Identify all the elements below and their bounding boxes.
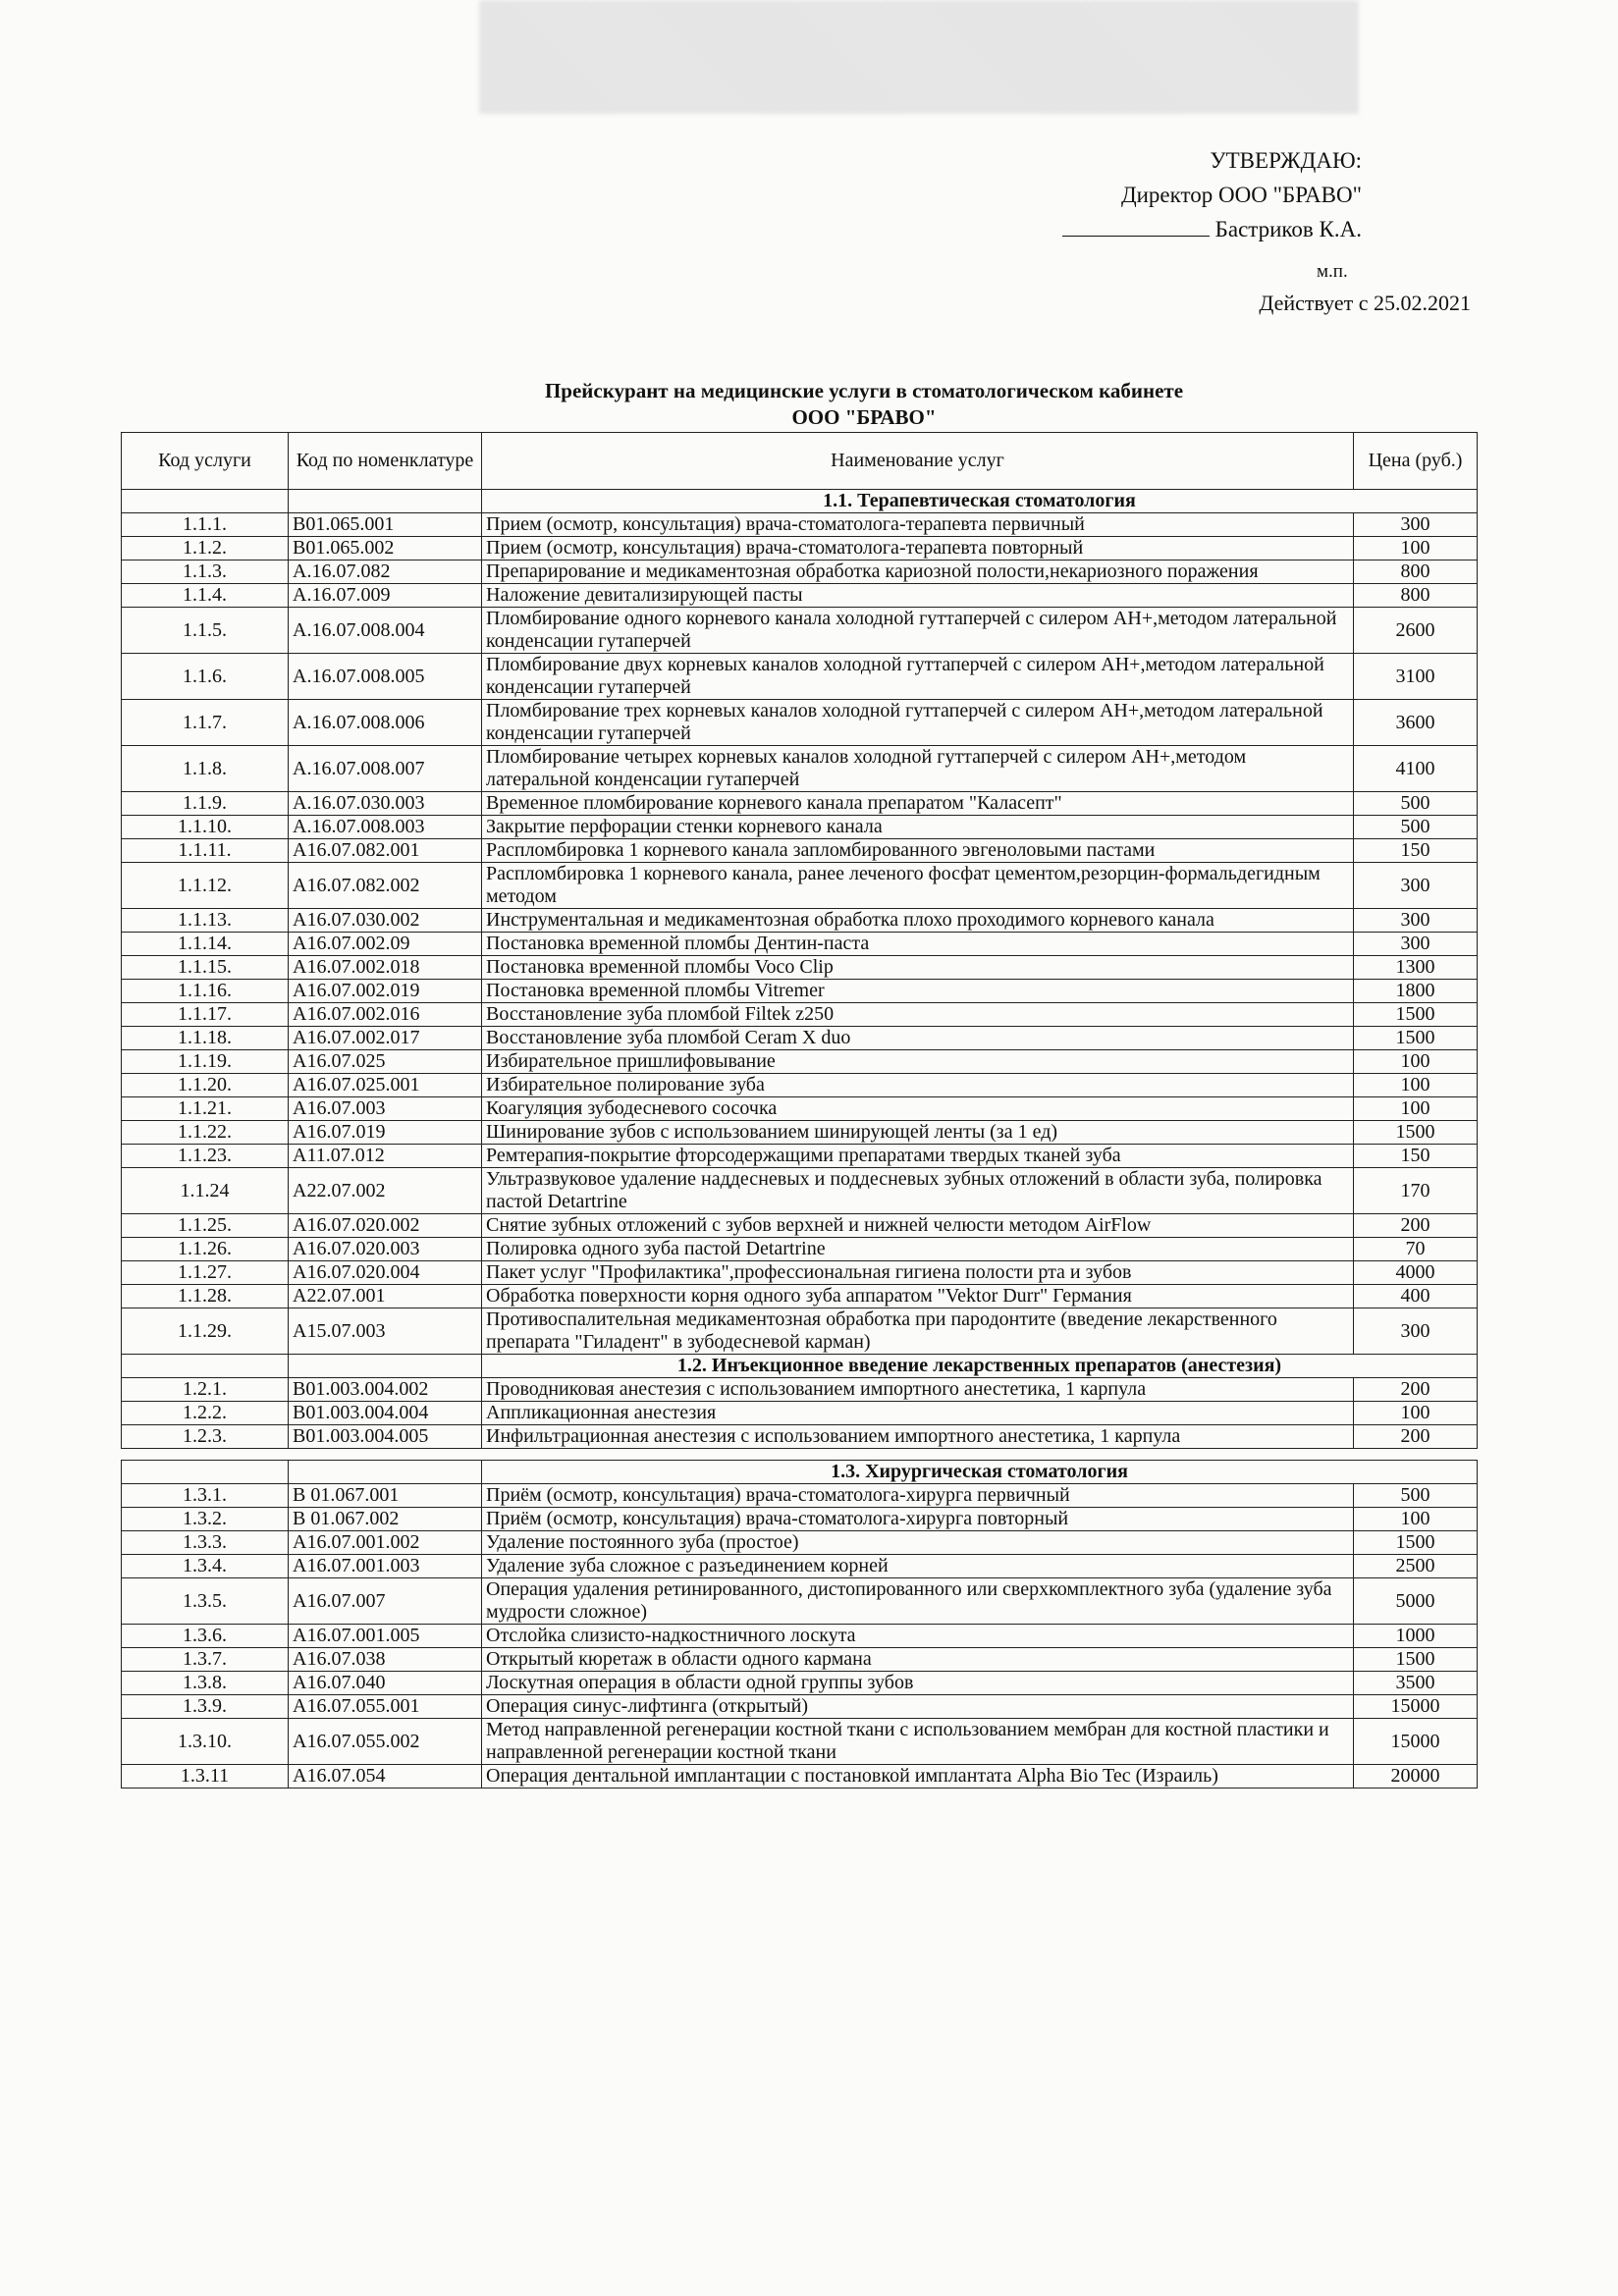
nomenclature-code-cell: А16.07.038 (289, 1648, 482, 1672)
nomenclature-code-cell: А16.07.002.016 (289, 1003, 482, 1027)
nomenclature-code-cell: А16.07.040 (289, 1672, 482, 1695)
table-row (122, 1672, 1478, 1695)
service-price-cell: 500 (1354, 1484, 1478, 1508)
service-code-cell: 1.3.2. (122, 1508, 289, 1531)
nomenclature-code-cell: А16.07.001.002 (289, 1531, 482, 1555)
service-code-cell: 1.1.14. (122, 933, 289, 956)
service-code-cell: 1.3.4. (122, 1555, 289, 1578)
table-row (122, 1378, 1478, 1402)
service-code-cell: 1.3.1. (122, 1484, 289, 1508)
table-row (122, 863, 1478, 909)
service-code-cell: 1.1.11. (122, 839, 289, 863)
service-code-cell: 1.1.16. (122, 980, 289, 1003)
service-name-cell: Метод направленной регенерации костной ткани с использованием мембран для костной пластики и направленной регенерации костной ткани (482, 1719, 1354, 1765)
service-price-cell: 100 (1354, 1402, 1478, 1425)
service-name-cell: Пакет услуг "Профилактика",профессиональная гигиена полости рта и зубов (482, 1261, 1354, 1285)
nomenclature-code-cell: А.16.07.008.003 (289, 816, 482, 839)
service-price-cell: 1500 (1354, 1648, 1478, 1672)
service-name-cell: Приём (осмотр, консультация) врача-стоматолога-хирурга первичный (482, 1484, 1354, 1508)
service-code-cell: 1.1.15. (122, 956, 289, 980)
service-price-cell: 200 (1354, 1425, 1478, 1449)
service-price-cell: 100 (1354, 1050, 1478, 1074)
service-name-cell: Распломбировка 1 корневого канала, ранее леченого фосфат цементом,резорцин-формальдегидным методом (482, 863, 1354, 909)
service-code-cell: 1.1.25. (122, 1214, 289, 1238)
table-row (122, 1625, 1478, 1648)
service-name-cell: Операция удаления ретинированного, дистопированного или сверхкомплектного зуба (удаление зуба мудрости сложное) (482, 1578, 1354, 1625)
service-name-cell: Избирательное пришлифовывание (482, 1050, 1354, 1074)
service-code-cell: 1.3.5. (122, 1578, 289, 1625)
nomenclature-code-cell: А16.07.007 (289, 1578, 482, 1625)
nomenclature-code-cell: B01.003.004.004 (289, 1402, 482, 1425)
service-price-cell: 4000 (1354, 1261, 1478, 1285)
service-code-cell: 1.1.17. (122, 1003, 289, 1027)
service-name-cell: Проводниковая анестезия с использованием импортного анестетика, 1 карпула (482, 1378, 1354, 1402)
service-name-cell: Коагуляция зубодесневого сосочка (482, 1097, 1354, 1121)
service-name-cell: Пломбирование одного корневого канала холодной гуттаперчей с силером АН+,методом латеральной конденсации гутаперчей (482, 608, 1354, 654)
service-name-cell: Снятие зубных отложений с зубов верхней и нижней челюсти методом AirFlow (482, 1214, 1354, 1238)
section-title: 1.3. Хирургическая стоматология (482, 1461, 1478, 1484)
service-price-cell: 300 (1354, 909, 1478, 933)
nomenclature-code-cell: А16.07.019 (289, 1121, 482, 1145)
nomenclature-code-cell: А15.07.003 (289, 1308, 482, 1355)
service-code-cell: 1.3.6. (122, 1625, 289, 1648)
service-name-cell: Удаление постоянного зуба (простое) (482, 1531, 1354, 1555)
service-price-cell: 1000 (1354, 1625, 1478, 1648)
service-price-cell: 1500 (1354, 1003, 1478, 1027)
service-code-cell: 1.1.6. (122, 654, 289, 700)
service-code-cell: 1.1.28. (122, 1285, 289, 1308)
table-row (122, 1003, 1478, 1027)
service-price-cell: 400 (1354, 1285, 1478, 1308)
service-price-cell: 5000 (1354, 1578, 1478, 1625)
table-row (122, 1555, 1478, 1578)
table-row (122, 1402, 1478, 1425)
table-row (122, 746, 1478, 792)
service-code-cell: 1.2.1. (122, 1378, 289, 1402)
service-name-cell: Избирательное полирование зуба (482, 1074, 1354, 1097)
document-subtitle: ООО "БРАВО" (791, 405, 937, 429)
nomenclature-code-cell: А16.07.055.002 (289, 1719, 482, 1765)
nomenclature-code-cell: А16.07.082.001 (289, 839, 482, 863)
table-row (122, 1027, 1478, 1050)
service-price-cell: 170 (1354, 1168, 1478, 1214)
service-name-cell: Прием (осмотр, консультация) врача-стоматолога-терапевта первичный (482, 513, 1354, 537)
service-price-cell: 100 (1354, 1097, 1478, 1121)
approval-position: Директор ООО "БРАВО" (1120, 183, 1362, 207)
nomenclature-code-cell: А.16.07.009 (289, 584, 482, 608)
price-list (121, 432, 1477, 1789)
table-row (122, 1508, 1478, 1531)
service-code-cell: 1.1.1. (122, 513, 289, 537)
table-row (122, 816, 1478, 839)
service-name-cell: Постановка временной пломбы Voco Clip (482, 956, 1354, 980)
nomenclature-code-cell: А16.07.001.003 (289, 1555, 482, 1578)
service-code-cell: 1.1.29. (122, 1308, 289, 1355)
table-row (122, 1719, 1478, 1765)
section-empty-cell (122, 1355, 289, 1378)
service-name-cell: Наложение девитализирующей пасты (482, 584, 1354, 608)
table-row (122, 1765, 1478, 1789)
service-name-cell: Ультразвуковое удаление наддесневых и поддесневых зубных отложений в области зуба, полировка пастой Detartrine (482, 1168, 1354, 1214)
service-name-cell: Постановка временной пломбы Дентин-паста (482, 933, 1354, 956)
approval-name: Бастриков К.А. (1214, 217, 1362, 241)
service-price-cell: 1300 (1354, 956, 1478, 980)
service-code-cell: 1.1.8. (122, 746, 289, 792)
nomenclature-code-cell: А.16.07.008.004 (289, 608, 482, 654)
nomenclature-code-cell: А16.07.025 (289, 1050, 482, 1074)
table-row (122, 608, 1478, 654)
service-name-cell: Удаление зуба сложное с разъединением корней (482, 1555, 1354, 1578)
service-price-cell: 3100 (1354, 654, 1478, 700)
service-code-cell: 1.1.21. (122, 1097, 289, 1121)
service-code-cell: 1.1.5. (122, 608, 289, 654)
nomenclature-code-cell: А16.07.002.018 (289, 956, 482, 980)
service-price-cell: 200 (1354, 1214, 1478, 1238)
service-price-cell: 70 (1354, 1238, 1478, 1261)
nomenclature-code-cell: B 01.067.001 (289, 1484, 482, 1508)
service-price-cell: 3600 (1354, 700, 1478, 746)
service-name-cell: Операция дентальной имплантации с постановкой имплантата Alpha Bio Tec (Израиль) (482, 1765, 1354, 1789)
service-name-cell: Пломбирование четырех корневых каналов холодной гуттаперчей с силером АН+,методом латеральной конденсации гутаперчей (482, 746, 1354, 792)
nomenclature-code-cell: А16.07.002.019 (289, 980, 482, 1003)
nomenclature-code-cell: А16.07.020.004 (289, 1261, 482, 1285)
table-row (122, 1097, 1478, 1121)
approval-block (1062, 143, 1362, 246)
header-price: Цена (руб.) (1354, 433, 1478, 490)
service-price-cell: 2500 (1354, 1555, 1478, 1578)
service-name-cell: Распломбировка 1 корневого канала запломбированного эвгеноловыми пастами (482, 839, 1354, 863)
service-name-cell: Восстановление зуба пломбой Ceram X duo (482, 1027, 1354, 1050)
seal-mark: м.п. (1317, 261, 1348, 282)
nomenclature-code-cell: А.16.07.082 (289, 561, 482, 584)
nomenclature-code-cell: А22.07.002 (289, 1168, 482, 1214)
service-price-cell: 1800 (1354, 980, 1478, 1003)
service-name-cell: Ремтерапия-покрытие фторсодержащими препаратами твердых тканей зуба (482, 1145, 1354, 1168)
table-row (122, 1050, 1478, 1074)
nomenclature-code-cell: B01.003.004.002 (289, 1378, 482, 1402)
service-price-cell: 3500 (1354, 1672, 1478, 1695)
nomenclature-code-cell: А.16.07.008.006 (289, 700, 482, 746)
table-row (122, 1261, 1478, 1285)
service-name-cell: Временное пломбирование корневого канала препаратом "Каласепт" (482, 792, 1354, 816)
table-row (122, 654, 1478, 700)
nomenclature-code-cell: А16.07.082.002 (289, 863, 482, 909)
nomenclature-code-cell: А16.07.025.001 (289, 1074, 482, 1097)
nomenclature-code-cell: А16.07.020.002 (289, 1214, 482, 1238)
service-price-cell: 15000 (1354, 1719, 1478, 1765)
service-code-cell: 1.1.4. (122, 584, 289, 608)
service-code-cell: 1.1.23. (122, 1145, 289, 1168)
service-code-cell: 1.1.3. (122, 561, 289, 584)
nomenclature-code-cell: А16.07.002.017 (289, 1027, 482, 1050)
section-header-row (122, 1461, 1478, 1484)
table-row (122, 1425, 1478, 1449)
table-row (122, 584, 1478, 608)
section-empty-cell (289, 1355, 482, 1378)
service-code-cell: 1.2.2. (122, 1402, 289, 1425)
service-name-cell: Отслойка слизисто-надкостничного лоскута (482, 1625, 1354, 1648)
nomenclature-code-cell: А.16.07.008.005 (289, 654, 482, 700)
header-name: Наименование услуг (482, 433, 1354, 490)
approval-title: УТВЕРЖДАЮ: (1210, 148, 1362, 173)
service-name-cell: Инструментальная и медикаментозная обработка плохо проходимого корневого канала (482, 909, 1354, 933)
nomenclature-code-cell: А16.07.003 (289, 1097, 482, 1121)
table-row (122, 980, 1478, 1003)
nomenclature-code-cell: B01.065.002 (289, 537, 482, 561)
service-code-cell: 1.1.13. (122, 909, 289, 933)
nomenclature-code-cell: B01.003.004.005 (289, 1425, 482, 1449)
nomenclature-code-cell: А.16.07.030.003 (289, 792, 482, 816)
service-price-cell: 4100 (1354, 746, 1478, 792)
service-name-cell: Противоспалительная медикаментозная обработка при пародонтите (введение лекарственного препарата "Гиладент" в зубодесневой карман) (482, 1308, 1354, 1355)
service-code-cell: 1.1.2. (122, 537, 289, 561)
service-code-cell: 1.1.18. (122, 1027, 289, 1050)
service-price-cell: 200 (1354, 1378, 1478, 1402)
service-price-cell: 150 (1354, 839, 1478, 863)
service-price-cell: 300 (1354, 933, 1478, 956)
table-row (122, 1168, 1478, 1214)
table-row (122, 956, 1478, 980)
service-price-cell: 800 (1354, 584, 1478, 608)
price-table-body (122, 490, 1478, 1789)
table-row (122, 909, 1478, 933)
service-name-cell: Постановка временной пломбы Vitremer (482, 980, 1354, 1003)
service-price-cell: 100 (1354, 1074, 1478, 1097)
table-row (122, 1578, 1478, 1625)
table-row (122, 1484, 1478, 1508)
document-title: Прейскурант на медицинские услуги в стоматологическом кабинете (544, 379, 1184, 402)
table-row (122, 1695, 1478, 1719)
section-header-row (122, 1355, 1478, 1378)
service-price-cell: 300 (1354, 1308, 1478, 1355)
service-code-cell: 1.3.3. (122, 1531, 289, 1555)
service-code-cell: 1.3.7. (122, 1648, 289, 1672)
nomenclature-code-cell: А.16.07.008.007 (289, 746, 482, 792)
service-name-cell: Приём (осмотр, консультация) врача-стоматолога-хирурга повторный (482, 1508, 1354, 1531)
header-nomenclature: Код по номенклатуре (289, 433, 482, 490)
service-name-cell: Операция синус-лифтинга (открытый) (482, 1695, 1354, 1719)
service-price-cell: 300 (1354, 863, 1478, 909)
service-code-cell: 1.1.7. (122, 700, 289, 746)
nomenclature-code-cell: А16.07.001.005 (289, 1625, 482, 1648)
service-price-cell: 15000 (1354, 1695, 1478, 1719)
section-empty-cell (289, 1461, 482, 1484)
service-name-cell: Инфильтрационная анестезия с использованием импортного анестетика, 1 карпула (482, 1425, 1354, 1449)
service-name-cell: Закрытие перфорации стенки корневого канала (482, 816, 1354, 839)
service-price-cell: 1500 (1354, 1027, 1478, 1050)
table-row (122, 933, 1478, 956)
service-code-cell: 1.1.24 (122, 1168, 289, 1214)
service-name-cell: Препарирование и медикаментозная обработка кариозной полости,некариозного поражения (482, 561, 1354, 584)
service-code-cell: 1.1.26. (122, 1238, 289, 1261)
nomenclature-code-cell: А16.07.002.09 (289, 933, 482, 956)
table-row (122, 1214, 1478, 1238)
header-code: Код услуги (122, 433, 289, 490)
nomenclature-code-cell: А11.07.012 (289, 1145, 482, 1168)
redacted-stamp-area (479, 0, 1359, 114)
table-row (122, 1145, 1478, 1168)
table-row (122, 1308, 1478, 1355)
service-code-cell: 1.1.27. (122, 1261, 289, 1285)
service-name-cell: Шинирование зубов с использованием шинирующей ленты (за 1 ед) (482, 1121, 1354, 1145)
signature-line (1062, 216, 1210, 237)
service-code-cell: 1.3.10. (122, 1719, 289, 1765)
service-code-cell: 1.1.20. (122, 1074, 289, 1097)
service-price-cell: 100 (1354, 1508, 1478, 1531)
table-row (122, 561, 1478, 584)
service-name-cell: Лоскутная операция в области одной группы зубов (482, 1672, 1354, 1695)
service-price-cell: 500 (1354, 816, 1478, 839)
table-row (122, 1074, 1478, 1097)
service-code-cell: 1.3.9. (122, 1695, 289, 1719)
service-code-cell: 1.1.22. (122, 1121, 289, 1145)
service-code-cell: 1.1.12. (122, 863, 289, 909)
service-price-cell: 100 (1354, 537, 1478, 561)
service-code-cell: 1.2.3. (122, 1425, 289, 1449)
table-row (122, 1531, 1478, 1555)
section-title: 1.2. Инъекционное введение лекарственных препаратов (анестезия) (482, 1355, 1478, 1378)
service-price-cell: 300 (1354, 513, 1478, 537)
service-price-cell: 1500 (1354, 1121, 1478, 1145)
service-name-cell: Обработка поверхности корня одного зуба аппаратом "Vektor Durr" Германия (482, 1285, 1354, 1308)
service-name-cell: Восстановление зуба пломбой Filtek z250 (482, 1003, 1354, 1027)
table-row (122, 700, 1478, 746)
section-empty-cell (122, 1461, 289, 1484)
price-table (121, 432, 1478, 1789)
table-row (122, 537, 1478, 561)
service-price-cell: 2600 (1354, 608, 1478, 654)
section-empty-cell (289, 490, 482, 513)
section-title: 1.1. Терапевтическая стоматология (482, 490, 1478, 513)
service-code-cell: 1.3.8. (122, 1672, 289, 1695)
nomenclature-code-cell: B 01.067.002 (289, 1508, 482, 1531)
nomenclature-code-cell: А16.07.020.003 (289, 1238, 482, 1261)
service-name-cell: Полировка одного зуба пастой Detartrine (482, 1238, 1354, 1261)
service-code-cell: 1.3.11 (122, 1765, 289, 1789)
service-name-cell: Открытый кюретаж в области одного кармана (482, 1648, 1354, 1672)
service-price-cell: 800 (1354, 561, 1478, 584)
service-name-cell: Пломбирование трех корневых каналов холодной гуттаперчей с силером АН+,методом латеральной конденсации гутаперчей (482, 700, 1354, 746)
valid-from: Действует с 25.02.2021 (1259, 291, 1471, 315)
service-code-cell: 1.1.10. (122, 816, 289, 839)
service-code-cell: 1.1.19. (122, 1050, 289, 1074)
table-header-row (122, 433, 1478, 490)
table-row (122, 1238, 1478, 1261)
service-name-cell: Прием (осмотр, консультация) врача-стоматолога-терапевта повторный (482, 537, 1354, 561)
service-name-cell: Аппликационная анестезия (482, 1402, 1354, 1425)
nomenclature-code-cell: А22.07.001 (289, 1285, 482, 1308)
nomenclature-code-cell: А16.07.054 (289, 1765, 482, 1789)
section-header-row (122, 490, 1478, 513)
table-row (122, 1121, 1478, 1145)
nomenclature-code-cell: А16.07.055.001 (289, 1695, 482, 1719)
service-price-cell: 150 (1354, 1145, 1478, 1168)
approval-signature-line (1062, 212, 1362, 246)
table-row (122, 1285, 1478, 1308)
table-row (122, 792, 1478, 816)
service-code-cell: 1.1.9. (122, 792, 289, 816)
section-empty-cell (122, 490, 289, 513)
service-price-cell: 1500 (1354, 1531, 1478, 1555)
service-price-cell: 20000 (1354, 1765, 1478, 1789)
table-row (122, 839, 1478, 863)
nomenclature-code-cell: B01.065.001 (289, 513, 482, 537)
service-name-cell: Пломбирование двух корневых каналов холодной гуттаперчей с силером АН+,методом латеральной конденсации гутаперчей (482, 654, 1354, 700)
service-price-cell: 500 (1354, 792, 1478, 816)
nomenclature-code-cell: А16.07.030.002 (289, 909, 482, 933)
table-row (122, 1648, 1478, 1672)
section-spacer (122, 1449, 1478, 1461)
table-row (122, 513, 1478, 537)
